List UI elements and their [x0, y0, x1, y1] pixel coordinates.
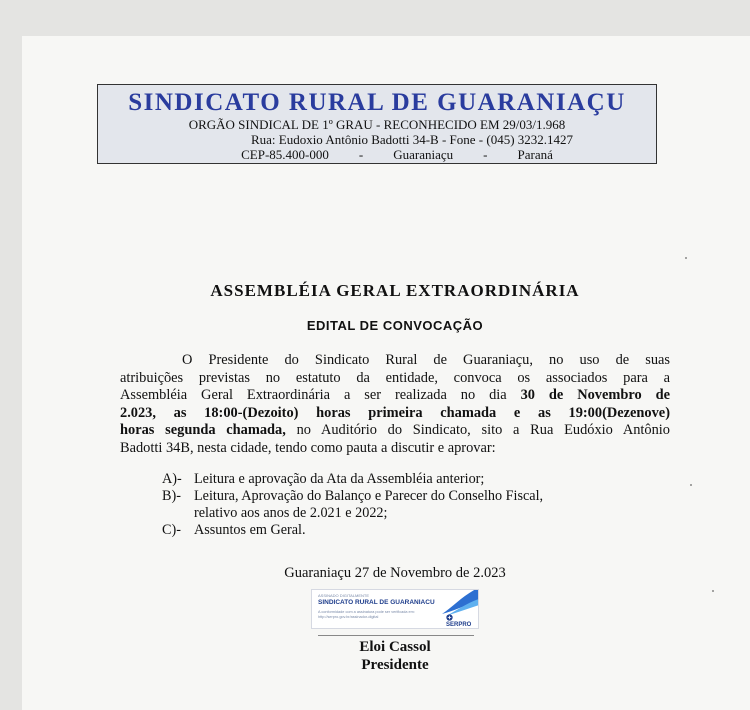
agenda-item-continuation: relativo aos anos de 2.021 e 2022;	[194, 505, 388, 521]
agenda-item-text: Assuntos em Geral.	[194, 522, 306, 538]
org-address-line: Rua: Eudoxio Antônio Badotti 34-B - Fone - (045) 3232.1427	[250, 132, 574, 147]
meeting-date: 30 de Novembro de	[520, 387, 670, 403]
stamp-fine-line: A conformidade com a assinatura pode ser verificada em:	[318, 610, 415, 614]
agenda-item-letter: C)-	[162, 522, 181, 538]
stamp-signer: SINDICATO RURAL DE GUARANIACU	[318, 599, 435, 606]
paragraph-line	[120, 387, 670, 405]
scan-speck	[712, 590, 714, 592]
separator: -	[358, 147, 364, 162]
document-title: ASSEMBLÉIA GERAL EXTRAORDINÁRIA	[210, 281, 580, 300]
paragraph-line: Badotti 34B, nesta cidade, tendo como pauta a discutir e aprovar:	[120, 439, 496, 456]
paragraph-line	[120, 405, 670, 423]
letterhead-box	[97, 84, 657, 164]
convocation-paragraph	[120, 352, 670, 457]
signer-name: Eloi Cassol	[359, 639, 431, 655]
org-name: SINDICATO RURAL DE GUARANIAÇU	[128, 89, 626, 116]
agenda-item	[162, 522, 672, 539]
paragraph-text: Assembléia Geral Extraordinária a ser realizada no dia	[120, 387, 521, 403]
serpro-mark-icon	[446, 614, 453, 621]
org-registration-line: ORGÃO SINDICAL DE 1º GRAU - RECONHECIDO EM 29/03/1.968	[188, 117, 566, 132]
stamp-caption: ASSINADO DIGITALMENTE	[318, 593, 370, 598]
agenda-item-text: Leitura, Aprovação do Balanço e Parecer do Conselho Fiscal,	[194, 488, 544, 504]
agenda-item	[162, 488, 672, 505]
stamp-fine-print	[318, 610, 415, 620]
meeting-time: 2.023, as 18:00-(Dezoito) horas primeira chamada e as 19:00(Dezenove)	[120, 404, 670, 421]
serpro-logo	[446, 614, 478, 628]
paragraph-text: no Auditório do Sindicato, sito a Rua Eudóxio Antônio	[285, 422, 670, 438]
agenda-item	[162, 471, 672, 488]
org-city: Guaraniaçu	[393, 147, 454, 162]
paragraph-line	[120, 422, 670, 440]
scan-speck	[685, 257, 687, 259]
agenda-item-letter: B)-	[162, 488, 181, 504]
second-call: horas segunda chamada,	[120, 422, 286, 438]
agenda-list	[162, 471, 672, 539]
signer-role: Presidente	[361, 657, 429, 673]
scan-speck	[690, 484, 692, 486]
document-date: Guaraniaçu 27 de Novembro de 2.023	[284, 565, 506, 581]
stamp-url: http://serpro.gov.br/assinador-digital	[318, 615, 379, 619]
org-state: Paraná	[517, 147, 553, 162]
agenda-item-letter: A)-	[162, 471, 182, 487]
org-location-line	[98, 147, 656, 163]
paragraph-line: atribuições previstas no estatuto da entidade, convoca os associados para a	[120, 369, 670, 386]
separator: -	[483, 147, 488, 162]
digital-signature-stamp	[311, 589, 479, 629]
agenda-item-text: Leitura e aprovação da Ata da Assembléia anterior;	[194, 471, 485, 487]
serpro-logo-text: SERPRO	[446, 622, 472, 628]
paragraph-line: O Presidente do Sindicato Rural de Guaraniaçu, no uso de suas	[182, 352, 670, 368]
org-cep: CEP-85.400-000	[241, 147, 329, 162]
document-subtitle: EDITAL DE CONVOCAÇÃO	[306, 318, 484, 333]
signature-line	[318, 635, 474, 636]
